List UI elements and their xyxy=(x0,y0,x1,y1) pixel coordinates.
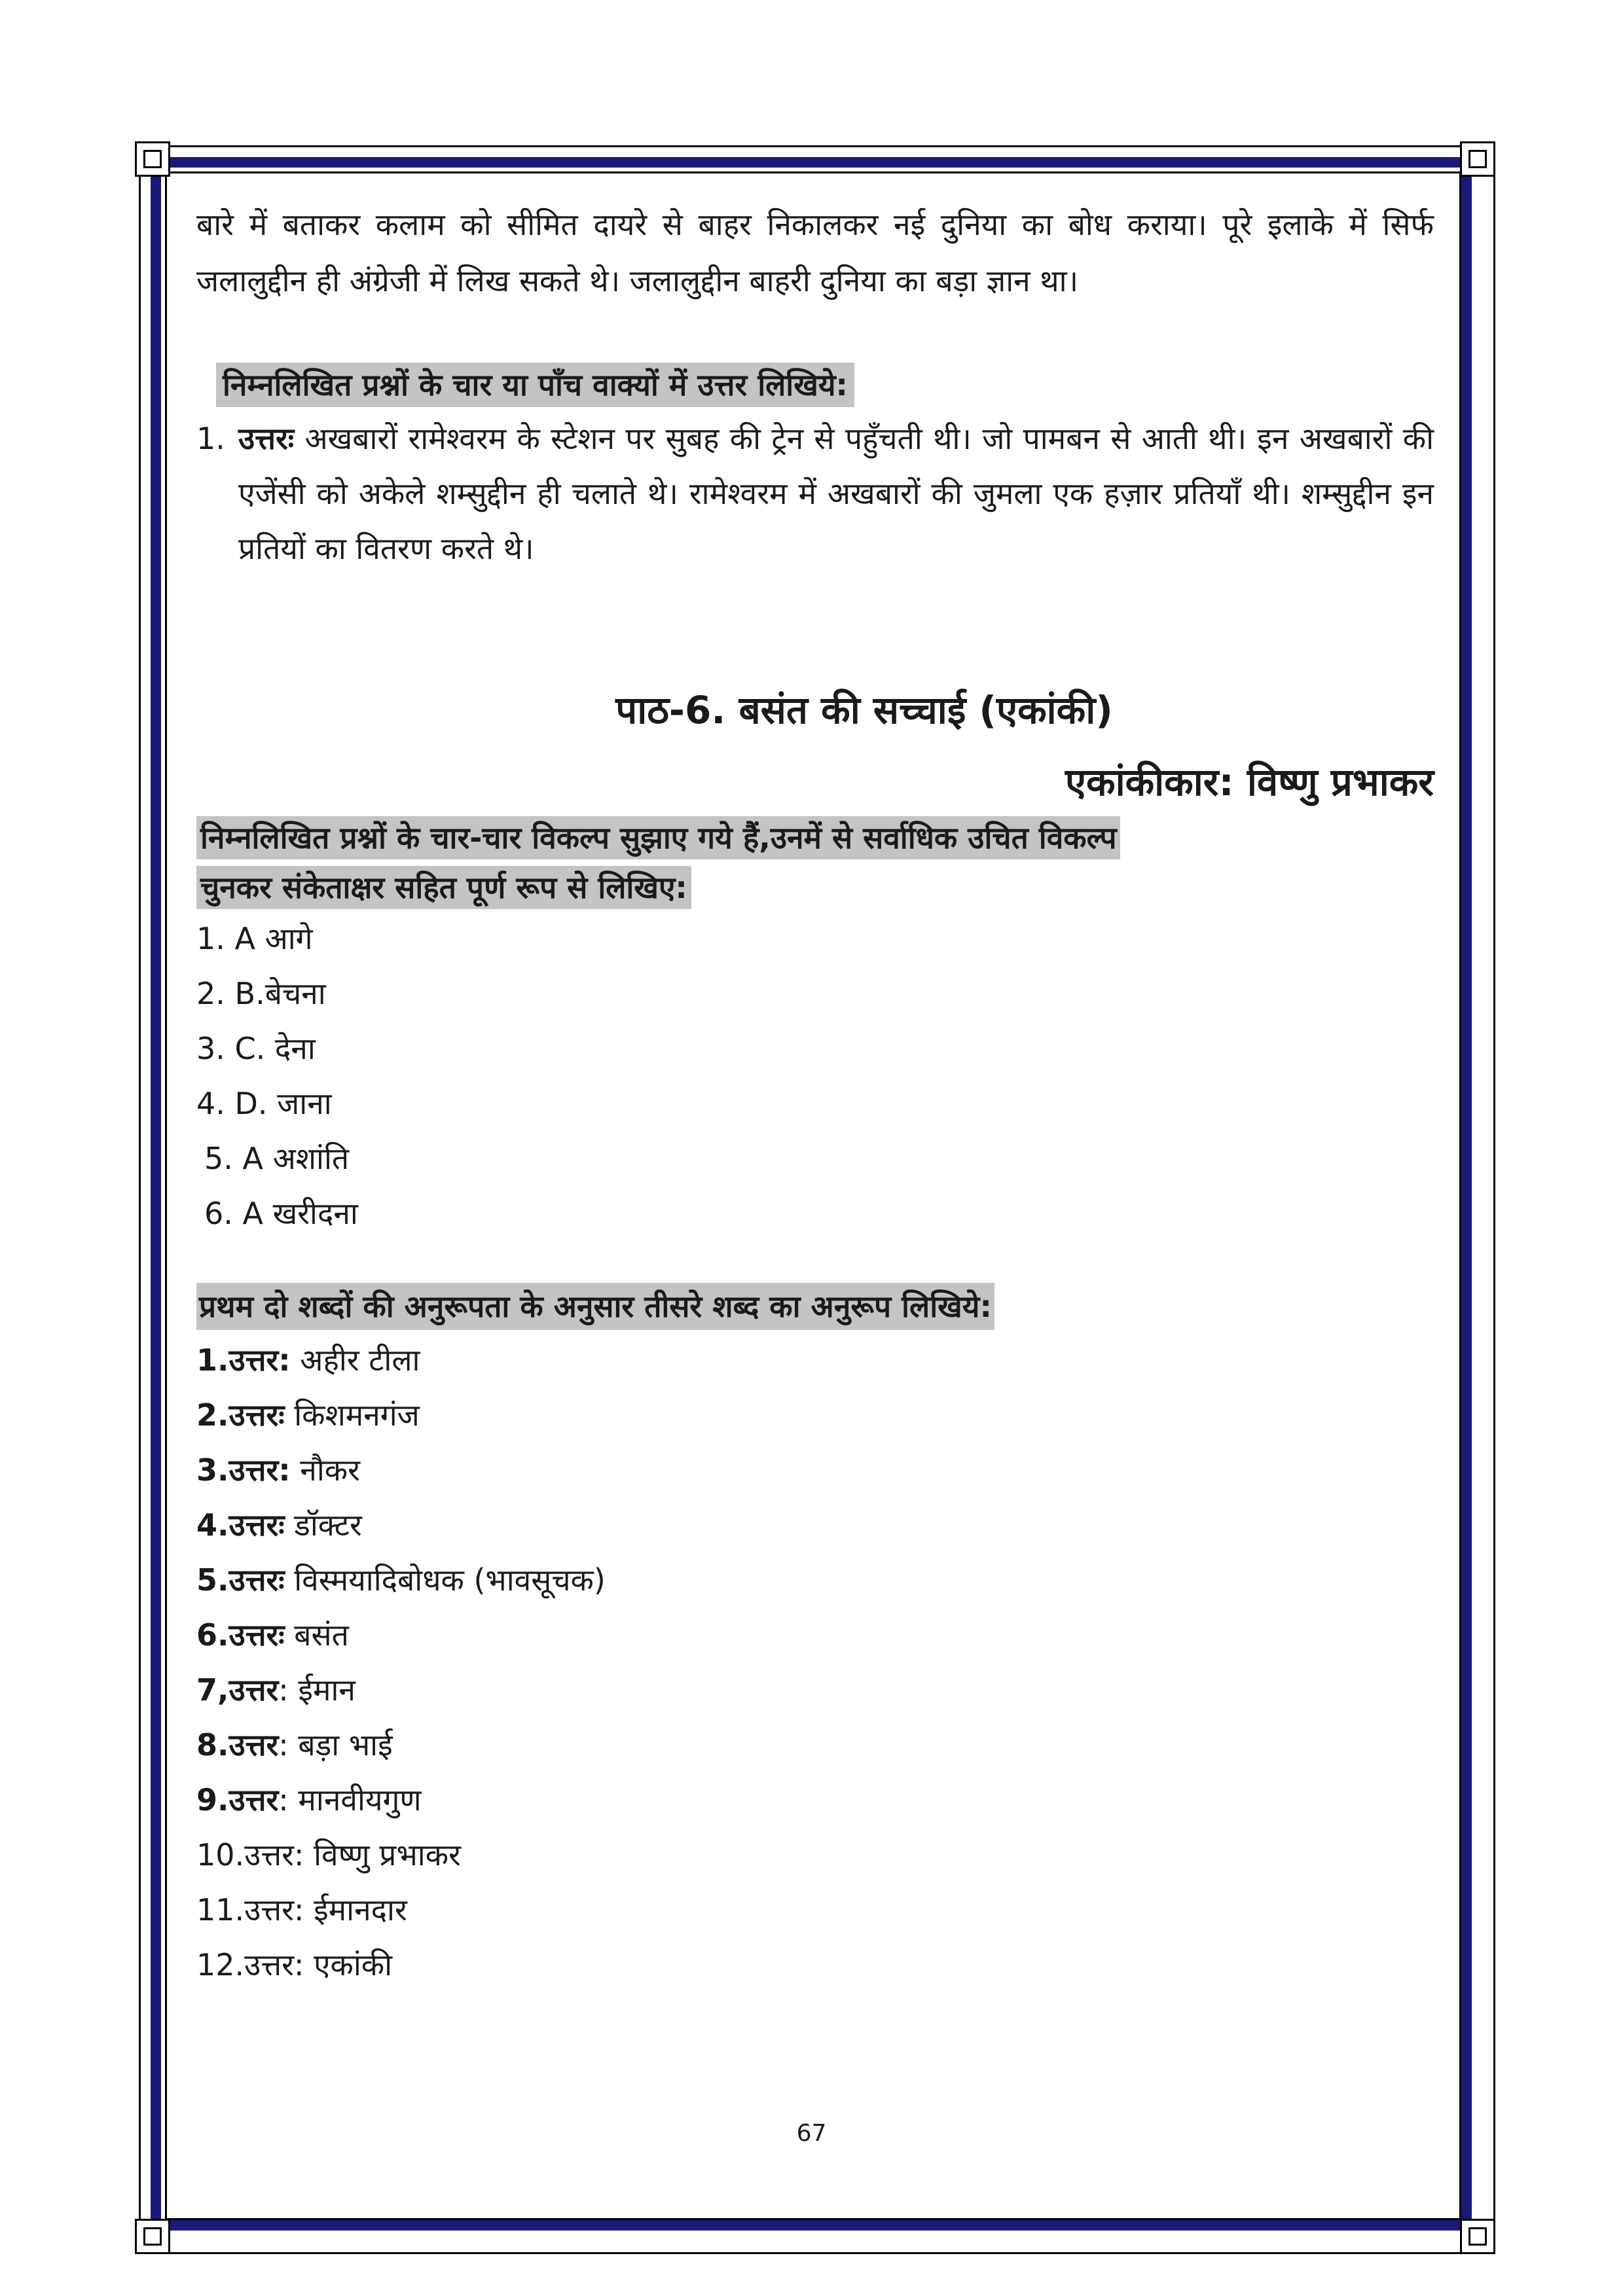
answer-label: 12.उत्तर: xyxy=(196,1947,304,1982)
page-content xyxy=(196,196,1434,1992)
mcq-answer-list xyxy=(196,911,1434,1241)
list-item xyxy=(196,1772,1434,1827)
list-item: 2. B.बेचना xyxy=(196,976,326,1011)
answer-value: नौकर xyxy=(290,1452,360,1488)
answer-label: 6.उत्तरः xyxy=(196,1617,285,1653)
answer-label: 1.उत्तर: xyxy=(196,1342,291,1378)
answer-value: : मानवीयगुण xyxy=(278,1782,422,1818)
answer-text: अखबारों रामेश्वरम के स्टेशन पर सुबह की ट्रेन से पहुँचती थी। जो पामबन से आती थी। इन अखबारों की एजेंसी को अकेले शम्सुद्दीन ही चलाते थे। रामेश्वरम में अखबारों की जुमला एक हज़ार प्रतियाँ थी। शम्सुद्दीन इन प्रतियों का वितरण करते थे। xyxy=(238,421,1434,566)
list-item xyxy=(196,1607,1434,1662)
list-item: 4. D. जाना xyxy=(196,1086,332,1121)
section-heading-text: निम्नलिखित प्रश्नों के चार या पाँच वाक्यों में उत्तर लिखिये: xyxy=(216,363,854,407)
chapter-author: एकांकीकार: विष्णु प्रभाकर xyxy=(1065,760,1434,804)
list-item xyxy=(196,1333,1434,1388)
word-analogy-answer-list xyxy=(196,1333,1434,1992)
answer-value: बसंत xyxy=(284,1617,349,1653)
list-item xyxy=(196,1662,1434,1717)
intro-paragraph: बारे में बताकर कलाम को सीमित दायरे से बाहर निकालकर नई दुनिया का बोध कराया। पूरे इलाके में सिर्फ जलालुद्दीन ही अंग्रेजी में लिख सकते थे। जलालुद्दीन बाहरी दुनिया का बड़ा ज्ञान था। xyxy=(196,207,1434,298)
answer-label: उत्तरः xyxy=(238,421,295,456)
answer-label: 4.उत्तरः xyxy=(196,1507,285,1543)
border-corner-top-right xyxy=(1460,141,1495,177)
answer-label: 7,उत्तर xyxy=(196,1672,279,1708)
list-item xyxy=(196,1552,1434,1607)
chapter-title: पाठ-6. बसंत की सच्चाई (एकांकी) xyxy=(615,688,1113,732)
list-item xyxy=(196,1717,1434,1772)
answer-value: एकांकी xyxy=(304,1947,393,1982)
list-item: 1. A आगे xyxy=(196,921,313,956)
list-item xyxy=(196,1937,1434,1992)
answer-label: 10.उत्तर: xyxy=(196,1837,304,1873)
answer-value: : ईमान xyxy=(278,1672,356,1708)
page-number: 67 xyxy=(796,2120,827,2147)
answer-value: अहीर टीला xyxy=(290,1342,420,1378)
answer-label: 5.उत्तरः xyxy=(196,1562,285,1598)
list-item: 6. A खरीदना xyxy=(204,1196,358,1231)
word-analogy-heading xyxy=(196,1283,1434,1330)
answer-label: 2.उत्तरः xyxy=(196,1397,285,1433)
list-item xyxy=(196,1882,1434,1937)
list-item xyxy=(196,1498,1434,1552)
answer-label: 3.उत्तर: xyxy=(196,1452,291,1488)
list-item xyxy=(196,1443,1434,1498)
border-corner-bottom-right xyxy=(1460,2219,1495,2254)
section-heading-short-answers xyxy=(216,363,1434,407)
answer-label: 8.उत्तर xyxy=(196,1727,279,1763)
list-item xyxy=(196,1827,1434,1882)
answer-label: 11.उत्तर: xyxy=(196,1892,304,1928)
mcq-heading xyxy=(196,817,1434,907)
list-item: 3. C. देना xyxy=(196,1031,316,1066)
border-corner-top-left xyxy=(135,141,170,177)
answer-paragraph xyxy=(196,411,1434,576)
answer-value: विस्मयादिबोधक (भावसूचक) xyxy=(284,1562,606,1598)
answer-label: 9.उत्तर xyxy=(196,1782,279,1818)
word-analogy-heading-text: प्रथम दो शब्दों की अनुरूपता के अनुसार तीसरे शब्द का अनुरूप लिखिये: xyxy=(196,1283,994,1330)
list-item: 5. A अशांति xyxy=(204,1141,350,1176)
answer-value: किशमनगंज xyxy=(284,1397,420,1433)
border-corner-bottom-left xyxy=(135,2219,170,2254)
list-item xyxy=(196,1388,1434,1443)
mcq-heading-line-2: चुनकर संकेताक्षर सहित पूर्ण रूप से लिखिए: xyxy=(196,866,691,909)
answer-value: : बड़ा भाई xyxy=(278,1727,393,1763)
answer-value: विष्णु प्रभाकर xyxy=(304,1837,461,1873)
answer-value: डॉक्टर xyxy=(284,1507,362,1543)
answer-value: ईमानदार xyxy=(304,1892,407,1928)
answer-number: 1. xyxy=(196,421,225,456)
mcq-heading-line-1: निम्नलिखित प्रश्नों के चार-चार विकल्प सुझाए गये हैं,उनमें से सर्वाधिक उचित विकल्प xyxy=(196,816,1120,859)
